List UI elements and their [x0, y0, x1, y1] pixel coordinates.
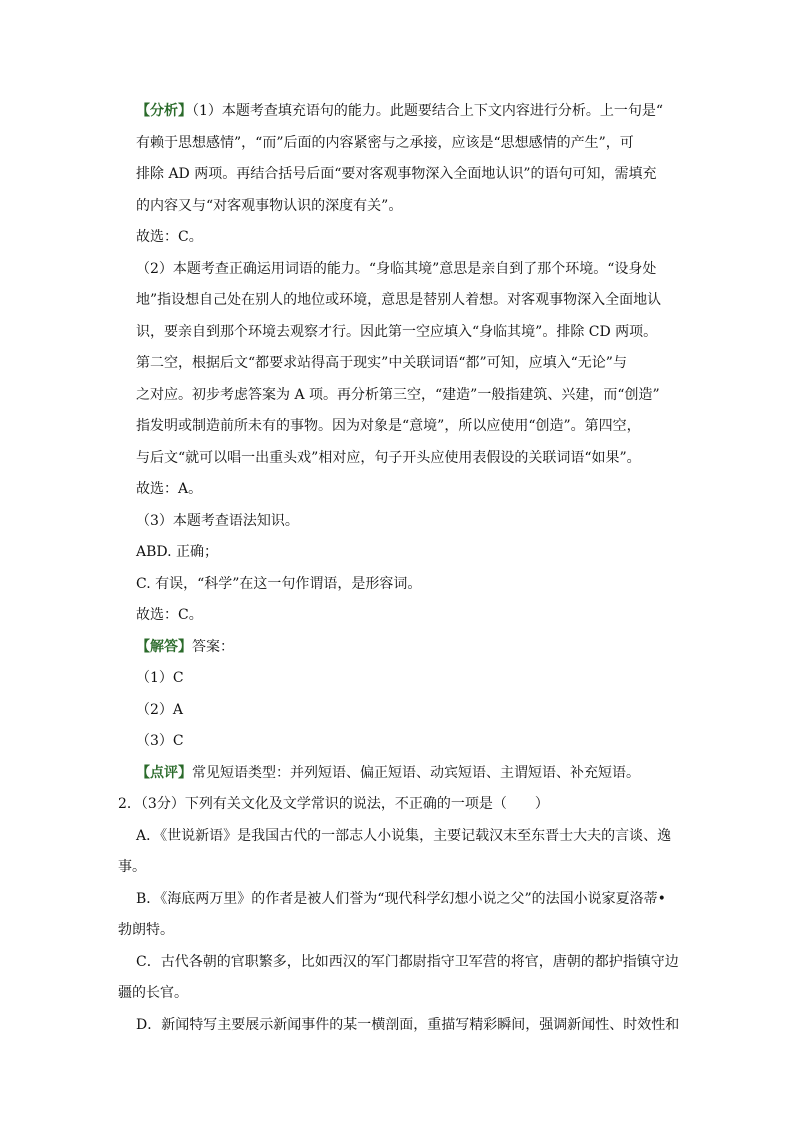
document-content — [118, 96, 680, 1041]
analysis-line: 故选：C。 — [136, 229, 203, 245]
analysis-line: 排除 AD 两项。再结合括号后面“要对客观事物深入全面地认识”的语句可知，需填充 — [136, 166, 657, 182]
analysis-line: 与后文“就可以唱一出重头戏”相对应，句子开头应使用表假设的关联词语“如果”。 — [136, 449, 641, 466]
option-c: C．古代各朝的官职繁多，比如西汉的军门都尉指守卫军营的将官，唐朝的都护指镇守边 — [136, 953, 679, 970]
answer-item: （2）A — [136, 701, 184, 718]
comment-tag: 【点评】 — [136, 764, 192, 781]
answer-item: （3）C — [136, 733, 184, 749]
analysis-line: 的内容又与“对客观事物认识的深度有关”。 — [136, 197, 403, 214]
analysis-line: 指发明或制造前所未有的事物。因为对象是“意境”，所以应使用“创造”。第四空， — [136, 418, 641, 434]
analysis-line: 地”指设想自己处在别人的地位或环境，意思是替别人着想。对客观事物深入全面地认 — [136, 292, 662, 308]
analysis-line: 第二空，根据后文“都要求站得高于现实”中关联词语“都”可知，应填入“无论”与 — [136, 355, 627, 371]
option-c-cont: 疆的长官。 — [118, 985, 188, 1001]
analysis-line: 故选：A。 — [136, 481, 203, 497]
analysis-line: 之对应。初步考虑答案为 A 项。再分析第三空，“建造”一般指建筑、兴建，而“创造” — [136, 386, 660, 403]
analysis-line: 故选：C。 — [136, 607, 203, 623]
option-b-cont: 勃朗特。 — [118, 922, 174, 938]
answer-line — [136, 632, 676, 664]
option-d: D．新闻特写主要展示新闻事件的某一横剖面，重描写精彩瞬间，强调新闻性、时效性和 — [136, 1016, 680, 1033]
answer-text: 答案： — [192, 638, 234, 655]
question-2-stem: 2．（3分）下列有关文化及文学常识的说法，不正确的一项是（ ） — [118, 796, 549, 812]
comment-line — [136, 758, 676, 790]
answer-tag: 【解答】 — [136, 638, 192, 655]
option-a: A．《世说新语》是我国古代的一部志人小说集，主要记载汉末至东晋士大夫的言谈、逸 — [136, 827, 672, 844]
comment-text: 常见短语类型：并列短语、偏正短语、动宾短语、主谓短语、补充短语。 — [192, 764, 640, 781]
analysis-line: （3）本题考查语法知识。 — [136, 512, 299, 529]
analysis-line — [136, 96, 676, 128]
analysis-tag: 【分析】 — [136, 103, 192, 119]
analysis-text: （1）本题考查填充语句的能力。此题要结合上下文内容进行分析。上一句是“ — [192, 103, 664, 119]
analysis-line: （2）本题考查正确运用词语的能力。“身临其境”意思是亲自到了那个环境。“设身处 — [136, 260, 657, 277]
analysis-line: ABD. 正确； — [136, 544, 219, 560]
analysis-line: 识，要亲自到那个环境去观察才行。因此第一空应填入“身临其境”。排除 CD 两项。 — [136, 323, 658, 340]
answer-item: （1）C — [136, 670, 184, 686]
option-a-cont: 事。 — [118, 859, 146, 875]
analysis-line: 有赖于思想感情”，“而”后面的内容紧密与之承接，应该是“思想感情的产生”，可 — [136, 134, 634, 151]
analysis-line: C. 有误，“科学”在这一句作谓语，是形容词。 — [136, 575, 422, 592]
option-b: B．《海底两万里》的作者是被人们誉为“现代科学幻想小说之父”的法国小说家夏洛蒂• — [136, 890, 666, 907]
